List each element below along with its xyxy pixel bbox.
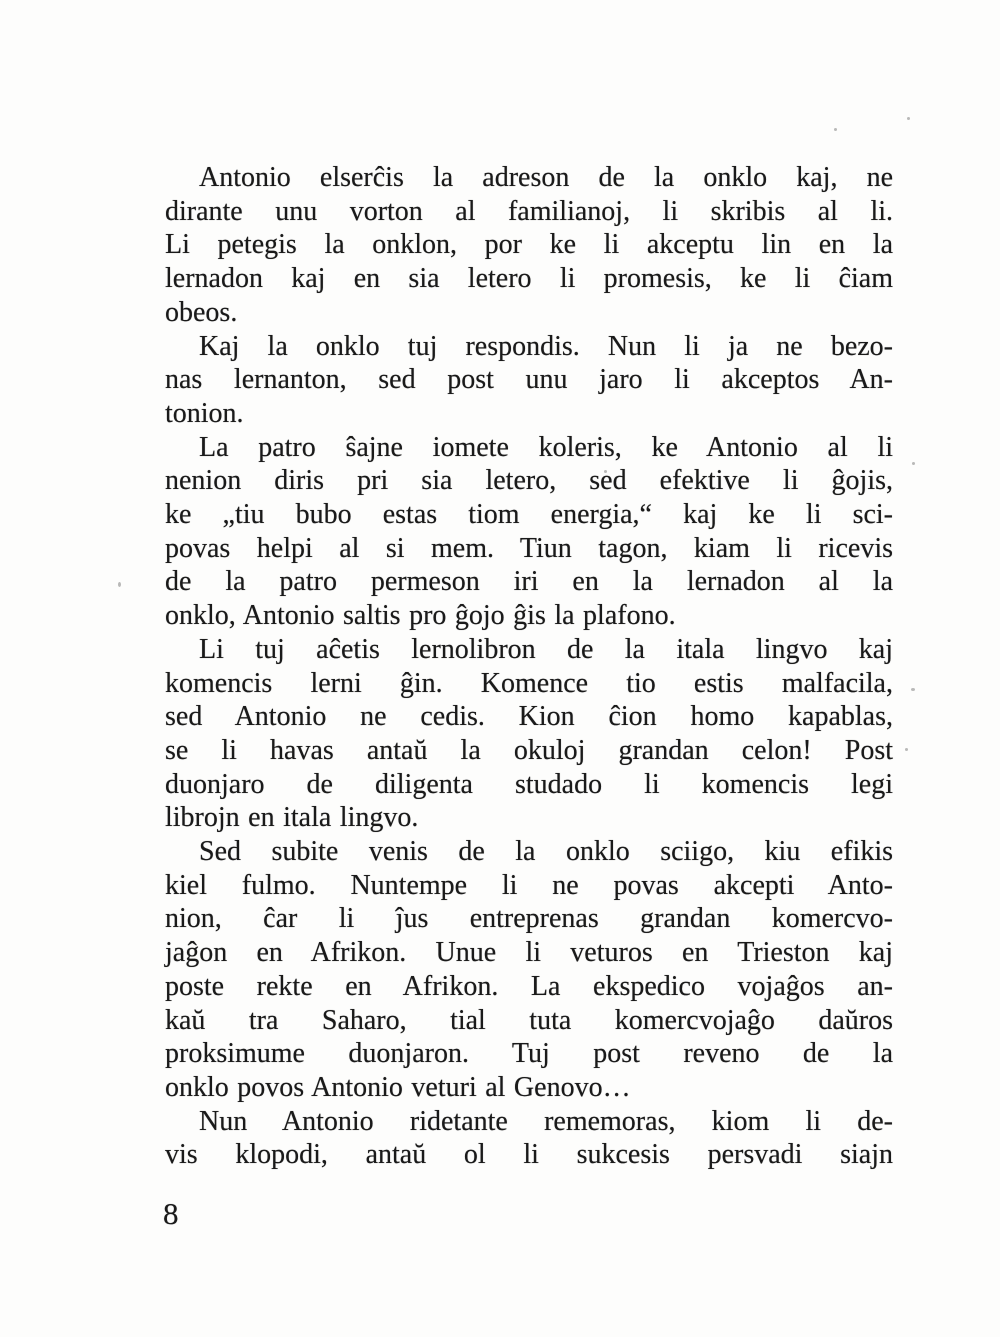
text-line: tonion. [165, 397, 244, 429]
text-line: La patro ŝajne iomete koleris, ke Antonio al li [199, 431, 893, 463]
scan-speck [907, 117, 910, 120]
text-line: duonjaro de diligenta studado li komencis legi [165, 768, 893, 800]
text-line: onklo, Antonio saltis pro ĝojo ĝis la plafono. [165, 600, 676, 632]
text-line: librojn en itala lingvo. [165, 802, 419, 834]
text-line: dirante unu vorton al familianoj, li skribis al li. [165, 195, 893, 227]
text-line: Sed subite venis de la onklo sciigo, kiu efikis [199, 836, 893, 868]
text-line: jaĝon en Afrikon. Unue li veturos en Trieston kaj [165, 937, 893, 969]
scan-speck [905, 748, 908, 751]
text-line: onklo povos Antonio veturi al Genovo… [165, 1071, 631, 1103]
page-number: 8 [163, 1196, 179, 1231]
text-block [165, 161, 893, 1172]
text-line: nion, ĉar li ĵus entreprenas grandan komercvo- [165, 903, 893, 935]
scan-speck [911, 688, 915, 691]
paragraph [165, 633, 893, 835]
text-line: Nun Antonio ridetante rememoras, kiom li de- [199, 1105, 893, 1137]
paragraph [165, 330, 893, 431]
text-line: Li petegis la onklon, por ke li akceptu lin en la [165, 229, 893, 261]
text-line: vis klopodi, antaŭ ol li sukcesis persvadi siajn [165, 1139, 893, 1171]
text-line: komencis lerni ĝin. Komence tio estis malfacila, [165, 667, 893, 699]
text-line: nas lernanton, sed post unu jaro li akceptos An- [165, 364, 893, 396]
scan-speck [604, 470, 607, 473]
text-line: kaŭ tra Saharo, tial tuta komercvojaĝo daŭros [165, 1004, 893, 1036]
paragraph [165, 1105, 893, 1172]
text-line: ke „tiu bubo estas tiom energia,“ kaj ke li sci- [165, 499, 893, 531]
scan-speck [118, 582, 121, 587]
scan-speck [834, 128, 837, 131]
text-line: Antonio elserĉis la adreson de la onklo kaj, ne [199, 162, 893, 193]
text-line: obeos. [165, 296, 238, 328]
text-line: sed Antonio ne cedis. Kion ĉion homo kapablas, [165, 701, 893, 733]
text-line: kiel fulmo. Nuntempe li ne povas akcepti Anto- [165, 869, 893, 901]
text-line: poste rekte en Afrikon. La ekspedico vojaĝos an- [165, 970, 893, 1002]
text-line: de la patro permeson iri en la lernadon al la [165, 566, 893, 598]
paragraph [165, 835, 893, 1105]
text-line: Kaj la onklo tuj respondis. Nun li ja ne bezo- [199, 330, 893, 362]
scan-speck [912, 462, 915, 465]
text-line: Li tuj aĉetis lernolibron de la itala lingvo kaj [199, 633, 893, 665]
text-line: proksimume duonjaron. Tuj post reveno de la [165, 1038, 893, 1070]
text-line: se li havas antaŭ la okuloj grandan celon! Post [165, 734, 893, 766]
text-line: lernadon kaj en sia letero li promesis, ke li ĉiam [165, 263, 893, 295]
paragraph [165, 161, 893, 330]
text-line: nenion diris pri sia letero, sed efektive li ĝojis, [165, 465, 893, 497]
paragraph [165, 431, 893, 633]
text-line: povas helpi al si mem. Tiun tagon, kiam li ricevis [165, 532, 893, 564]
